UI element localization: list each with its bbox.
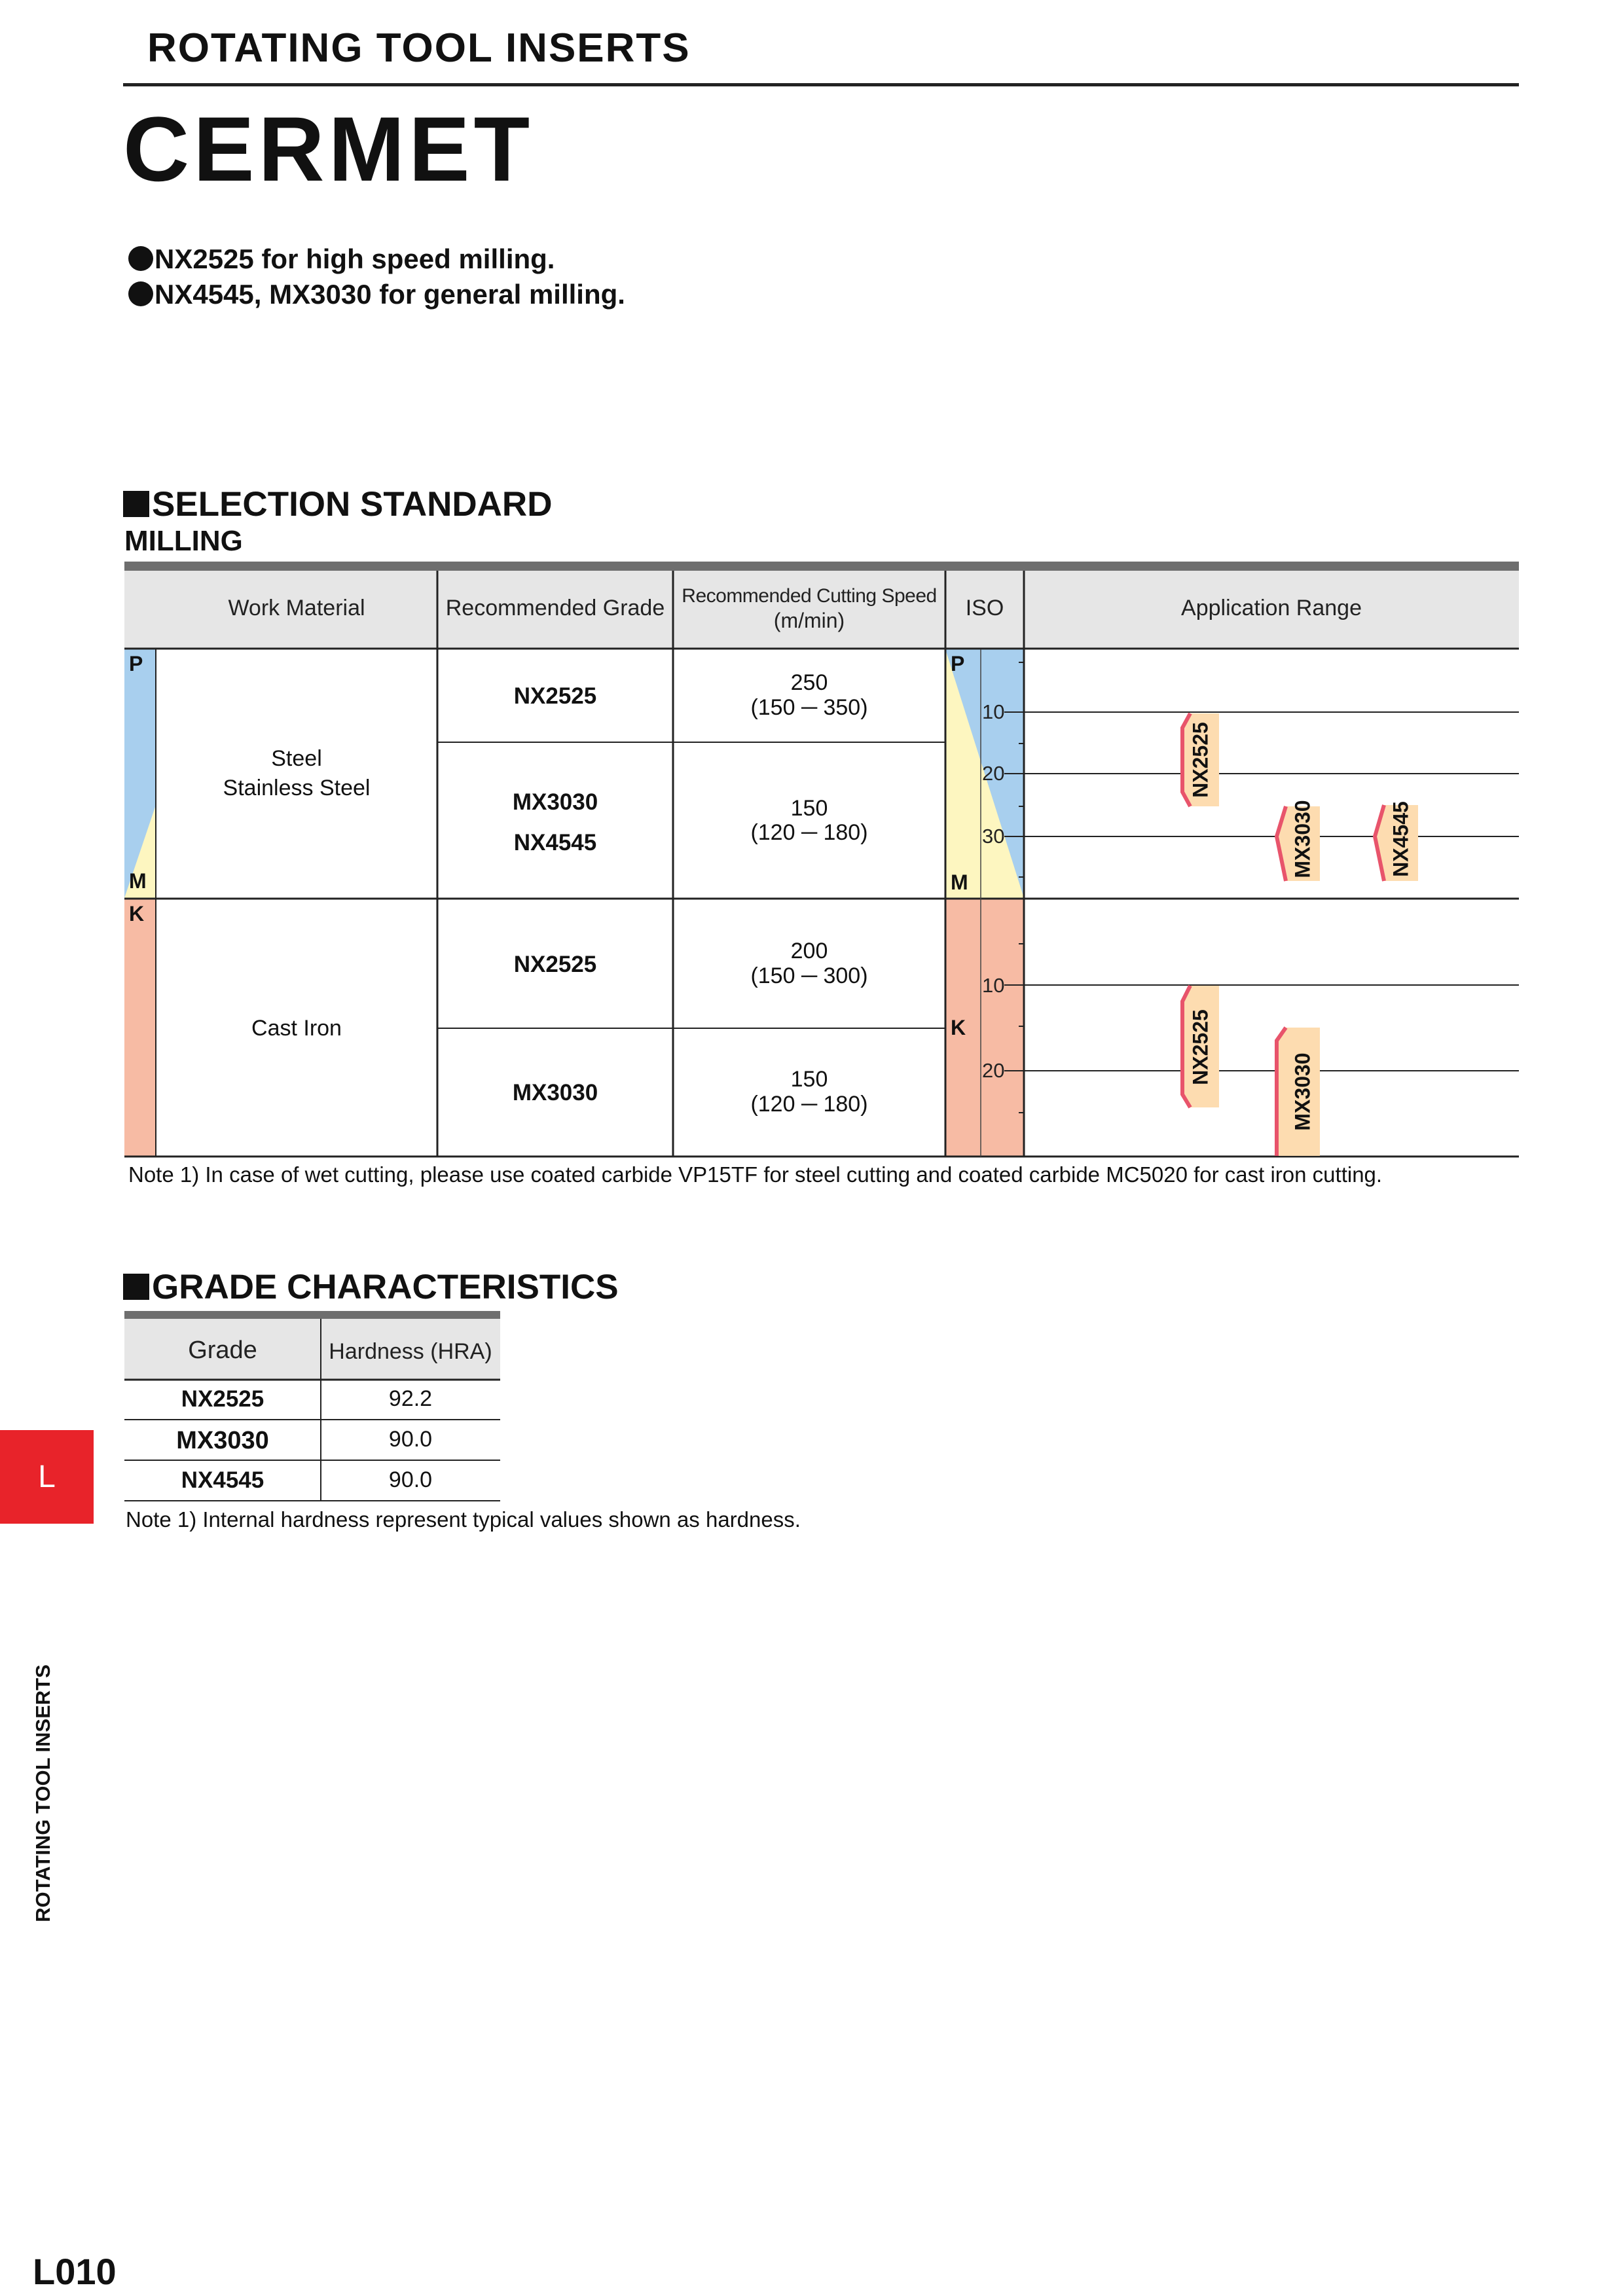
grade-name: NX2525 <box>181 1386 264 1412</box>
scale-tick: 20 <box>982 762 1005 785</box>
bullet-text: NX4545, MX3030 for general milling. <box>155 279 625 310</box>
bar-label: NX4545 <box>1389 801 1413 877</box>
iso-scale-k: K <box>951 1016 966 1039</box>
grade-hardness: 90.0 <box>388 1427 433 1452</box>
section-title: ROTATING TOOL INSERTS <box>147 26 691 71</box>
selection-note: Note 1) In case of wet cutting, please use coated carbide VP15TF for steel cutting and coated carbide MC5020 for cast iron cutting. <box>128 1162 1383 1187</box>
col-grade: Grade <box>188 1336 257 1364</box>
grade-hardness: 92.2 <box>388 1386 433 1411</box>
speed-value: 200 <box>790 939 828 963</box>
col-application-range: Application Range <box>1181 596 1362 620</box>
iso-label-k: K <box>129 902 145 925</box>
bar-label: MX3030 <box>1290 800 1315 878</box>
speed-range: (120 ─ 180) <box>750 820 868 845</box>
speed-value: 150 <box>790 1067 828 1092</box>
col-hardness: Hardness (HRA) <box>329 1339 492 1364</box>
iso-label-p: P <box>129 652 143 675</box>
scale-tick: 20 <box>982 1059 1005 1082</box>
work-material-cast-iron: Cast Iron <box>251 1016 342 1041</box>
grade-cell: NX4545 <box>513 830 597 855</box>
scale-tick: 10 <box>982 700 1005 723</box>
bar-label: NX2525 <box>1188 1009 1213 1085</box>
page-title: CERMET <box>123 98 534 200</box>
grade-cell: MX3030 <box>512 789 598 815</box>
grade-note: Note 1) Internal hardness represent typical values shown as hardness. <box>126 1507 801 1532</box>
iso-scale-p: P <box>951 652 965 675</box>
speed-range: (150 ─ 300) <box>750 963 868 988</box>
col-work-material: Work Material <box>228 596 365 620</box>
grade-heading-text: GRADE CHARACTERISTICS <box>152 1268 619 1306</box>
page-number: L010 <box>33 2251 117 2292</box>
bar-label: NX2525 <box>1188 722 1213 798</box>
scale-tick: 10 <box>982 974 1005 997</box>
speed-range: (150 ─ 350) <box>750 695 868 720</box>
speed-value: 150 <box>790 796 828 821</box>
col-cutting-speed-unit: (m/min) <box>773 609 845 632</box>
scale-tick: 30 <box>982 825 1005 848</box>
section-tab-L[interactable]: L <box>0 1430 94 1524</box>
grade-table <box>0 0 524 1505</box>
col-recommended-grade: Recommended Grade <box>445 596 665 620</box>
grade-cell: NX2525 <box>513 952 597 977</box>
speed-value: 250 <box>790 670 828 695</box>
milling-subheading: MILLING <box>124 525 243 557</box>
work-material-steel: Steel <box>271 746 322 771</box>
col-iso: ISO <box>965 596 1004 620</box>
iso-label-m: M <box>129 869 147 893</box>
grade-cell: NX2525 <box>513 683 597 709</box>
speed-range: (120 ─ 180) <box>750 1092 868 1117</box>
col-cutting-speed: Recommended Cutting Speed <box>682 585 937 607</box>
grade-hardness: 90.0 <box>388 1467 433 1492</box>
bullet-text: NX2525 for high speed milling. <box>155 243 555 274</box>
grade-name: MX3030 <box>176 1427 269 1454</box>
work-material-stainless: Stainless Steel <box>223 776 371 800</box>
bar-label: MX3030 <box>1290 1052 1315 1131</box>
selection-heading-text: SELECTION STANDARD <box>152 485 553 524</box>
sidebar-label: ROTATING TOOL INSERTS <box>31 1664 54 1922</box>
grade-name: NX4545 <box>181 1467 264 1493</box>
grade-cell: MX3030 <box>512 1080 598 1105</box>
iso-scale-m: M <box>951 870 968 894</box>
